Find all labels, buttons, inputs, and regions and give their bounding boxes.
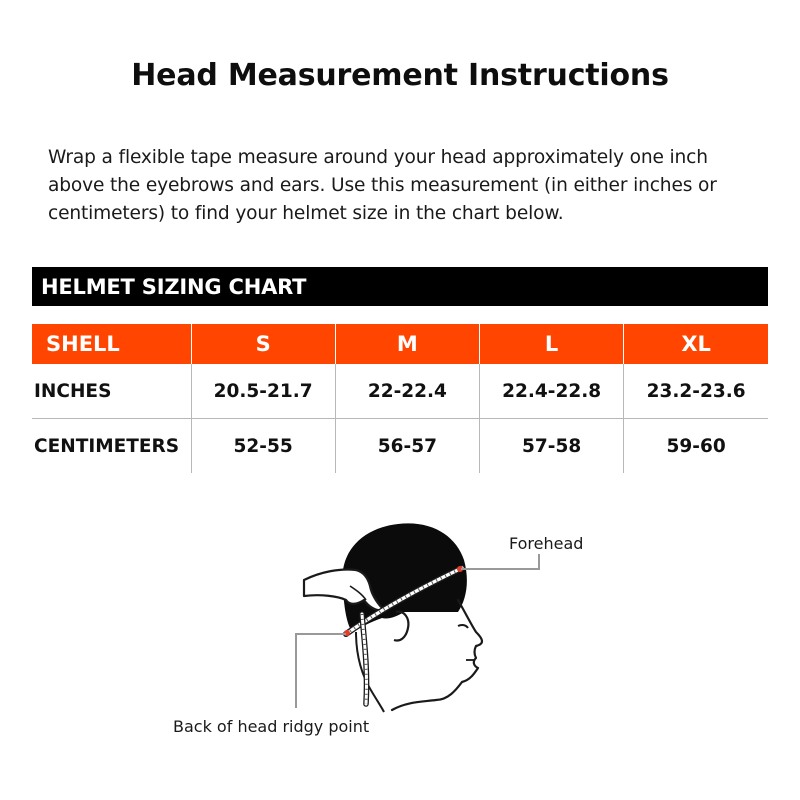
column-header-xl: XL <box>624 324 768 364</box>
row-label-inches: INCHES <box>32 364 191 419</box>
hair-shape <box>342 523 467 632</box>
table-cell: 57-58 <box>480 419 624 474</box>
column-header-shell: SHELL <box>32 324 191 364</box>
sizing-table <box>32 324 768 473</box>
back-of-head-marker <box>344 630 350 636</box>
table-cell: 59-60 <box>624 419 768 474</box>
column-header-m: M <box>335 324 479 364</box>
forehead-label: Forehead <box>509 534 584 553</box>
eye-shape <box>458 625 468 628</box>
row-label-centimeters: CENTIMETERS <box>34 435 180 457</box>
table-cell: 22-22.4 <box>335 364 479 419</box>
instructions-paragraph: Wrap a flexible tape measure around your head approximately one inch above the eyebrows and ears. Use this measurement (in either inches or centimeters) to find your helmet size in the chart below. <box>48 147 717 224</box>
table-cell: 22.4-22.8 <box>480 364 624 419</box>
column-header-s: S <box>191 324 335 364</box>
chart-heading: HELMET SIZING CHART <box>32 267 768 306</box>
table-row <box>32 419 768 474</box>
table-header-row <box>32 324 768 364</box>
back-of-head-leader-line <box>296 634 346 708</box>
forehead-leader-line <box>461 554 539 569</box>
neck-outline <box>356 632 384 712</box>
column-header-l: L <box>480 324 624 364</box>
hand-shape <box>304 569 384 610</box>
tape-measure <box>346 568 462 704</box>
ear-shape <box>394 612 408 641</box>
table-cell: 20.5-21.7 <box>191 364 335 419</box>
table-cell: 52-55 <box>191 419 335 474</box>
face-profile <box>392 600 482 710</box>
table-row <box>32 364 768 419</box>
table-cell: 56-57 <box>335 419 479 474</box>
back-of-head-label: Back of head ridgy point <box>173 717 370 736</box>
forehead-marker <box>457 566 463 572</box>
table-cell: 23.2-23.6 <box>624 364 768 419</box>
page-title: Head Measurement Instructions <box>131 58 669 93</box>
